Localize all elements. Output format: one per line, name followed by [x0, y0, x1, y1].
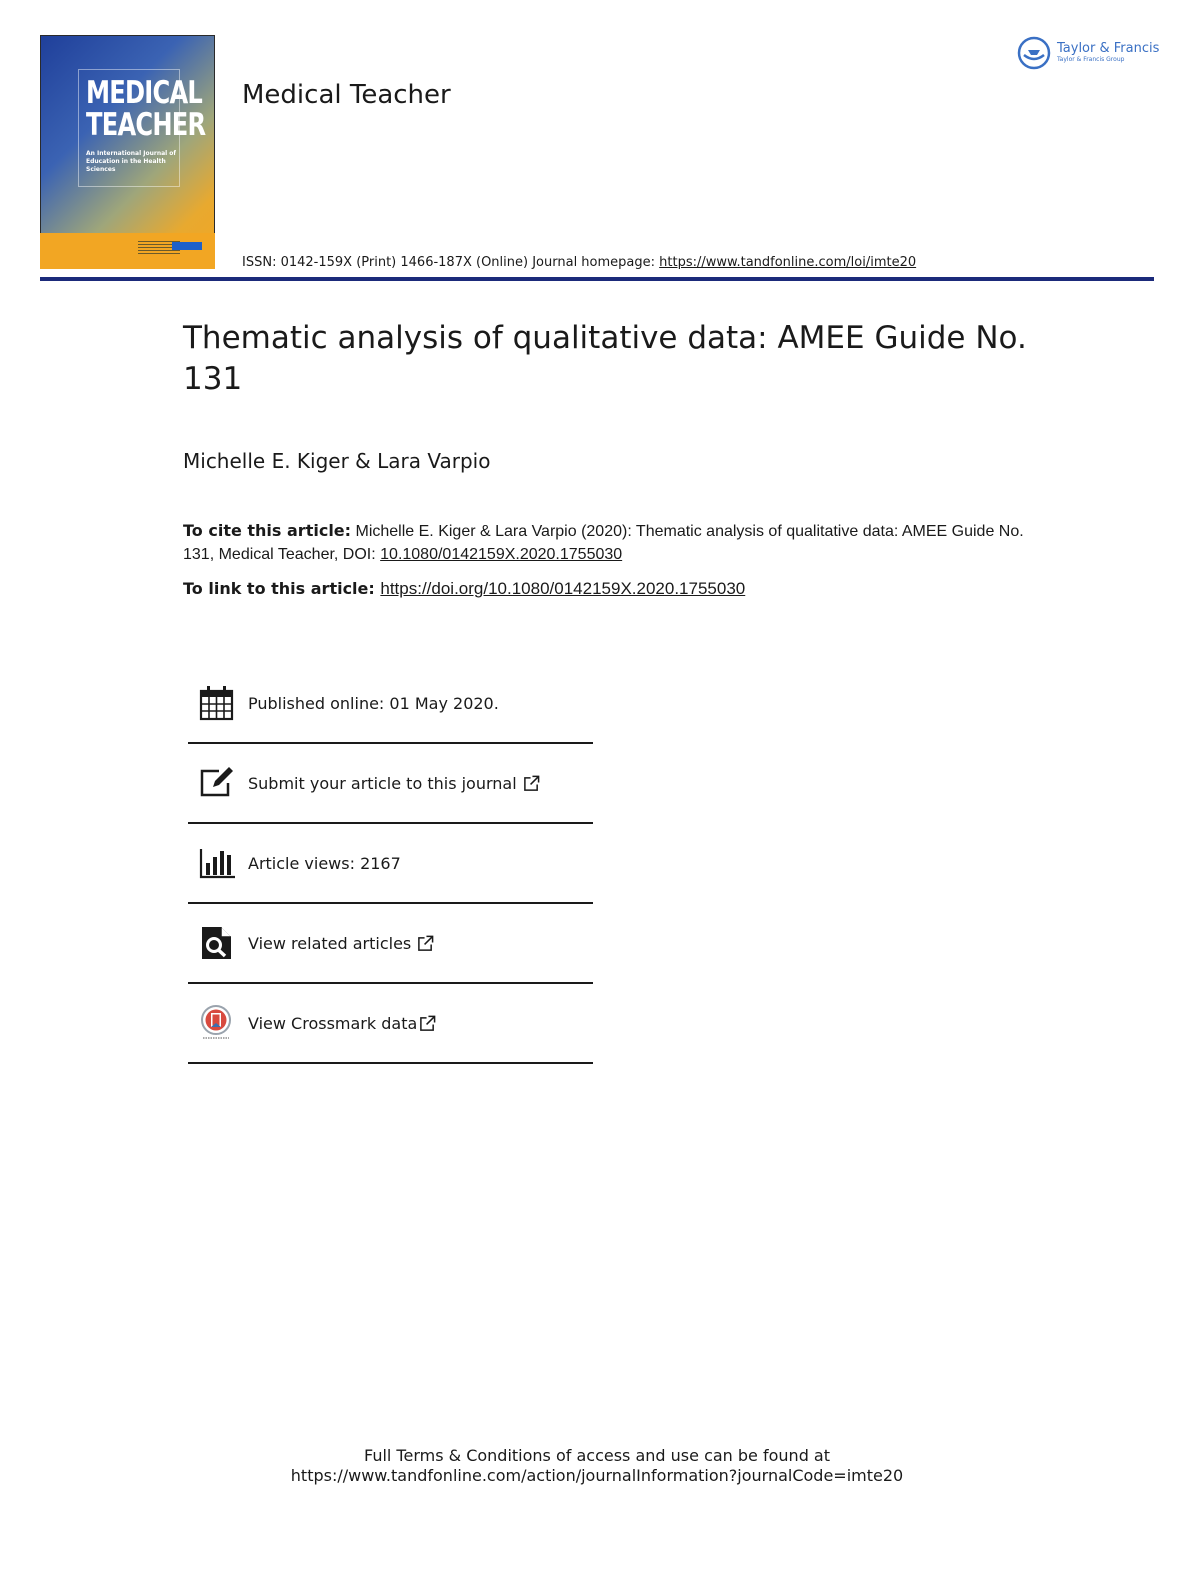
external-link-icon [419, 1015, 436, 1032]
journal-homepage-link[interactable]: https://www.tandfonline.com/loi/imte20 [659, 255, 917, 270]
article-title: Thematic analysis of qualitative data: AMEE Guide No. 131 [183, 320, 1027, 397]
edit-pencil-icon [199, 765, 235, 801]
related-articles-item[interactable] [188, 904, 593, 984]
issn-text: ISSN: 0142-159X (Print) 1466-187X (Online) Journal homepage: [242, 255, 660, 270]
article-info-list [188, 664, 593, 1064]
article-views-text: Article views: 2167 [248, 853, 401, 873]
journal-cover-image [40, 35, 215, 269]
published-online-item [188, 664, 593, 744]
citation-block [183, 519, 1053, 566]
publisher-name: Taylor & Francis [1057, 41, 1160, 56]
crossmark-item[interactable] [188, 984, 593, 1064]
bar-chart-icon [199, 845, 235, 881]
cover-title-line2: TEACHER [86, 107, 206, 143]
article-link-label: To link to this article: [183, 579, 381, 598]
footer-terms-link[interactable]: https://www.tandfonline.com/action/journalInformation?journalCode=imte20 [290, 1466, 904, 1485]
article-authors: Michelle E. Kiger & Lara Varpio [183, 449, 491, 473]
cover-badge [172, 242, 202, 250]
article-doi-url-link[interactable]: https://doi.org/10.1080/0142159X.2020.1755030 [380, 579, 746, 598]
crossmark-icon [199, 1005, 235, 1041]
cover-stripe [40, 233, 215, 269]
calendar-icon [199, 685, 235, 721]
article-views-item [188, 824, 593, 904]
document-search-icon [199, 925, 235, 961]
submit-article-link[interactable]: Submit your article to this journal [248, 773, 517, 793]
header-divider [40, 277, 1154, 281]
submit-article-item[interactable] [188, 744, 593, 824]
external-link-icon [417, 935, 434, 952]
footer-terms [0, 1446, 1194, 1486]
cover-title-line1: MEDICAL [86, 75, 203, 111]
cover-subtitle: An International Journal of Education in the Health Sciences [86, 150, 177, 173]
crossmark-link[interactable]: View Crossmark data [248, 1013, 418, 1033]
external-link-icon [523, 775, 540, 792]
citation-text: Michelle E. Kiger & Lara Varpio (2020): Thematic analysis of qualitative data: AMEE Guide No. 131, Medical Teacher, DOI: [183, 523, 1024, 563]
publisher-logo [1017, 36, 1159, 70]
journal-name: Medical Teacher [242, 80, 451, 110]
publisher-emblem-icon [1017, 36, 1051, 70]
published-online-text: Published online: 01 May 2020. [248, 693, 499, 713]
citation-label: To cite this article: [183, 521, 352, 540]
publisher-tagline: Taylor & Francis Group [1057, 56, 1125, 63]
related-articles-link[interactable]: View related articles [248, 933, 412, 953]
citation-doi-link[interactable]: 10.1080/0142159X.2020.1755030 [380, 546, 623, 563]
footer-terms-text: Full Terms & Conditions of access and use can be found at [363, 1446, 831, 1465]
cover-title [86, 75, 206, 143]
issn-line [242, 255, 916, 270]
article-link-block [183, 579, 1053, 599]
